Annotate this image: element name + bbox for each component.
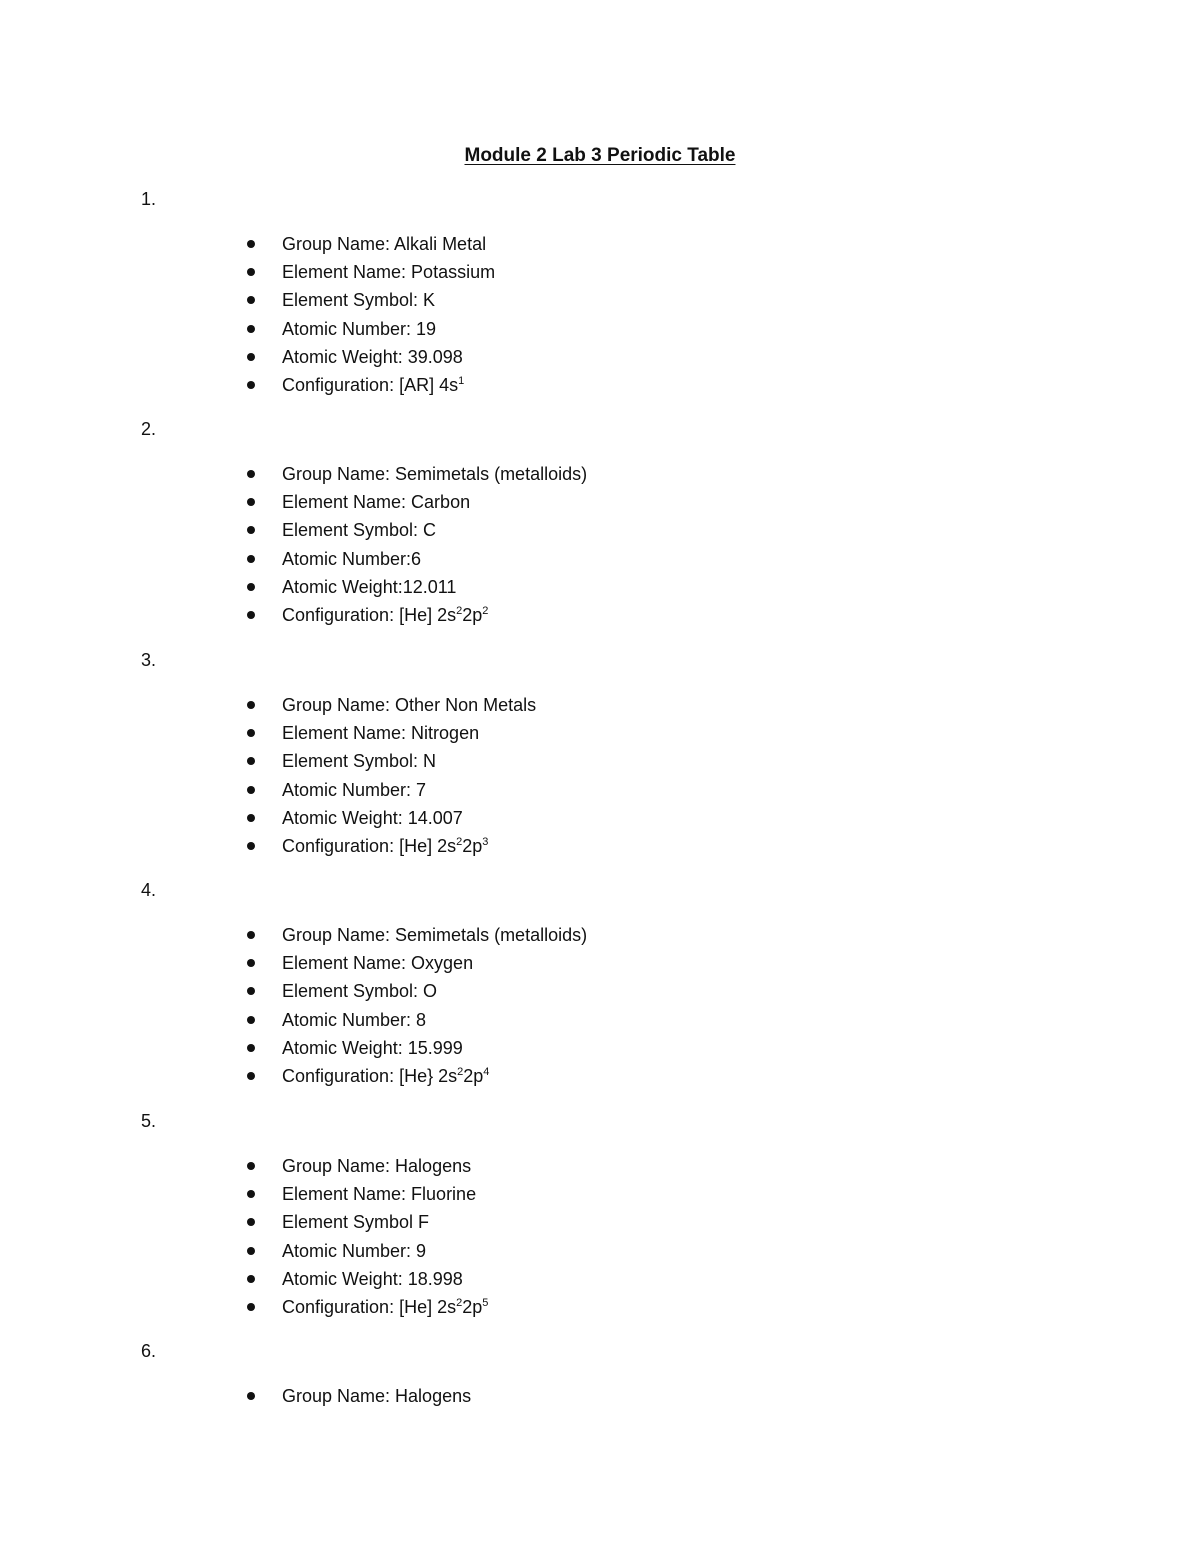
item-text: Configuration: [AR] 4s (282, 374, 459, 395)
list-item (240, 1152, 488, 1180)
list-item (240, 977, 587, 1005)
bullet-icon (247, 583, 255, 591)
bullet-icon (247, 842, 255, 850)
list-item (240, 747, 536, 775)
bullet-icon (247, 1190, 255, 1198)
bullet-icon (247, 240, 255, 248)
list-item (240, 804, 536, 832)
item-text: Atomic Weight: 14.007 (282, 807, 463, 828)
bullet-icon (247, 470, 255, 478)
bullet-icon (247, 555, 255, 563)
superscript: 3 (482, 835, 489, 848)
list-item (240, 315, 495, 343)
document-title (0, 143, 1200, 169)
list-item (240, 949, 587, 977)
list-item (240, 573, 587, 601)
bullet-icon (247, 987, 255, 995)
list-item (240, 1208, 488, 1236)
list-item (240, 545, 587, 573)
item-text: Group Name: Semimetals (metalloids) (282, 464, 588, 484)
item-text: Element Symbol: K (282, 290, 436, 311)
item-text: Configuration: [He] 2s (282, 1296, 457, 1317)
item-text: Element Name: Carbon (282, 492, 471, 513)
bullet-icon (247, 1016, 255, 1024)
item-text: Group Name: Other Non Metals (282, 695, 537, 715)
bullet-icon (247, 814, 255, 822)
bullet-icon (247, 1044, 255, 1052)
item-text: Configuration: [He] 2s (282, 835, 457, 856)
list-item (240, 1382, 471, 1410)
list-item (240, 832, 536, 860)
bullet-list (240, 691, 536, 860)
bullet-list (240, 460, 587, 629)
item-text: Configuration: [He} 2s (282, 1065, 458, 1086)
item-text: Atomic Weight: 18.998 (282, 1268, 463, 1289)
section-number: 6. (141, 1341, 157, 1361)
item-text: Element Name: Nitrogen (282, 723, 480, 744)
orbital-text: 2p (462, 1296, 483, 1317)
bullet-icon (247, 353, 255, 361)
superscript: 2 (456, 1296, 463, 1309)
superscript: 4 (483, 1065, 490, 1078)
bullet-icon (247, 526, 255, 534)
bullet-icon (247, 729, 255, 737)
list-item (240, 343, 495, 371)
item-text: Element Name: Oxygen (282, 953, 474, 974)
bullet-icon (247, 1162, 255, 1170)
item-text: Configuration: [He] 2s (282, 604, 457, 625)
bullet-icon (247, 1303, 255, 1311)
item-text: Group Name: Semimetals (metalloids) (282, 925, 588, 945)
list-item (240, 488, 587, 516)
bullet-icon (247, 1247, 255, 1255)
section-number: 5. (141, 1111, 157, 1131)
list-item (240, 601, 587, 629)
section-number: 2. (141, 419, 157, 439)
bullet-icon (247, 1218, 255, 1226)
orbital-text: 2p (463, 1065, 484, 1086)
item-text: Element Symbol: N (282, 751, 437, 772)
list-item (240, 776, 536, 804)
orbital-text: 2p (462, 604, 483, 625)
superscript: 2 (456, 835, 463, 848)
section-number: 1. (141, 189, 157, 209)
bullet-icon (247, 498, 255, 506)
list-item (240, 1006, 587, 1034)
item-text: Element Name: Fluorine (282, 1184, 477, 1205)
superscript: 1 (458, 374, 465, 387)
item-text: Element Name: Potassium (282, 262, 496, 283)
item-text: Group Name: Alkali Metal (282, 234, 487, 254)
list-item (240, 230, 495, 258)
item-text: Atomic Number:6 (282, 548, 422, 569)
item-text: Element Symbol F (282, 1212, 430, 1233)
bullet-icon (247, 325, 255, 333)
section-number: 3. (141, 650, 157, 670)
item-text: Atomic Weight: 15.999 (282, 1037, 463, 1058)
list-item (240, 1293, 488, 1321)
list-item (240, 691, 536, 719)
superscript: 5 (482, 1296, 489, 1309)
bullet-list (240, 921, 587, 1090)
list-item (240, 258, 495, 286)
bullet-icon (247, 931, 255, 939)
bullet-icon (247, 296, 255, 304)
item-text: Atomic Number: 9 (282, 1240, 427, 1261)
bullet-list (240, 230, 495, 399)
bullet-icon (247, 1072, 255, 1080)
list-item (240, 1265, 488, 1293)
list-item (240, 719, 536, 747)
document-title-text: Module 2 Lab 3 Periodic Table (464, 145, 736, 166)
list-item (240, 286, 495, 314)
bullet-icon (247, 381, 255, 389)
superscript: 2 (482, 604, 489, 617)
item-text: Element Symbol: C (282, 520, 437, 541)
item-text: Atomic Weight: 39.098 (282, 346, 463, 367)
bullet-icon (247, 959, 255, 967)
list-item (240, 460, 587, 488)
list-item (240, 1180, 488, 1208)
orbital-text: 2p (462, 835, 483, 856)
bullet-icon (247, 786, 255, 794)
list-item (240, 1062, 587, 1090)
bullet-icon (247, 268, 255, 276)
item-text: Group Name: Halogens (282, 1386, 472, 1406)
superscript: 2 (457, 1065, 464, 1078)
bullet-list (240, 1152, 488, 1321)
bullet-icon (247, 1392, 255, 1400)
list-item (240, 516, 587, 544)
bullet-icon (247, 757, 255, 765)
item-text: Atomic Weight:12.011 (282, 576, 457, 597)
bullet-icon (247, 611, 255, 619)
bullet-list (240, 1382, 471, 1410)
item-text: Atomic Number: 8 (282, 1009, 427, 1030)
bullet-icon (247, 1275, 255, 1283)
list-item (240, 1237, 488, 1265)
list-item (240, 371, 495, 399)
superscript: 2 (456, 604, 463, 617)
item-text: Group Name: Halogens (282, 1156, 472, 1176)
item-text: Atomic Number: 19 (282, 318, 437, 339)
list-item (240, 921, 587, 949)
list-item (240, 1034, 587, 1062)
bullet-icon (247, 701, 255, 709)
section-number: 4. (141, 880, 157, 900)
item-text: Atomic Number: 7 (282, 779, 427, 800)
item-text: Element Symbol: O (282, 981, 438, 1002)
